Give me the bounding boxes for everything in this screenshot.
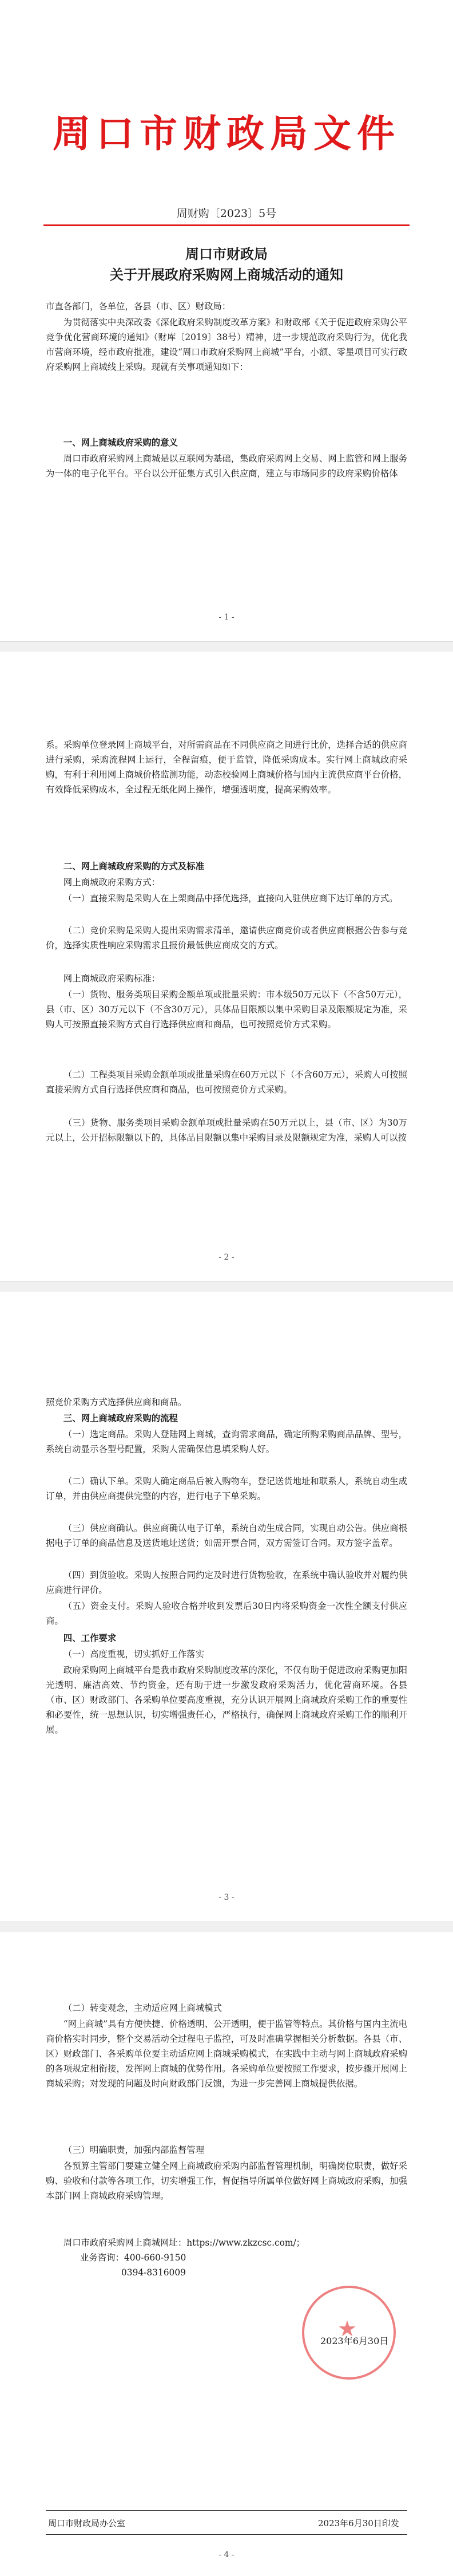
document-title-line2: 关于开展政府采购网上商城活动的通知 <box>110 266 343 283</box>
page-separator <box>0 641 453 653</box>
standard-goods-services: （一）货物、服务类项目采购金额单项或批量采购：市本级50万元以下（不含50万元），县（市、区）30万元以下（不含30万元），具体品目限额以集中采购目录及限额规定为准，采购人可按照直接采购方式自行选择供应商和商品，也可按照竞价方式采购。 <box>46 989 407 1029</box>
document-title-line1: 周口市财政局 <box>185 246 268 262</box>
footer-top-line <box>46 2510 407 2511</box>
document-number: 周财购〔2023〕5号 <box>176 207 277 220</box>
official-seal <box>302 2286 396 2380</box>
page-3 <box>0 1292 453 1922</box>
method-direct: （一）直接采购是采购人在上架商品中择优选择，直接向入驻供应商下达订单的方式。 <box>63 893 398 904</box>
contact-service-line: 业务咨询：400-660-9150 <box>80 2252 186 2263</box>
page-number: - 2 - <box>218 1253 235 1262</box>
page2-continued-paragraph: 系。采购单位登录网上商城平台，对所需商品在不同供应商之间进行比价，选择合适的供应商进行采购，采购流程网上运行，全程留痕，便于监管，降低采购成本。实行网上商城政府采购，有利于利用网上商城价格监测功能，动态校验网上商城价格与国内主流供应商平台价格，有效降低采购成本，全过程无纸化网上操作，增强透明度，提高采购效率。 <box>46 740 407 795</box>
intro-paragraph: 为贯彻落实中央深改委《深化政府采购制度改革方案》和财政部《关于促进政府采购公平竞争优化营商环境的通知》（财库〔2019〕38号）精神，进一步规范政府采购行为，优化我市营商环境，经市政府批准，建设“周口市政府采购网上商城”平台，小额、零星项目可实行政府采购网上商城线上采购。现就有关事项通知如下： <box>46 317 407 372</box>
section-heading-3: 三、网上商城政府采购的流程 <box>63 1413 178 1423</box>
header-red-line <box>43 224 410 226</box>
requirement-2-heading: （二）转变观念，主动适应网上商城模式 <box>63 2003 222 2013</box>
process-step-3: （三）供应商确认。供应商确认电子订单，系统自动生成合同，实现自动公告。供应商根据电子订单的商品信息及送货地址送货；如需开票合同，双方需签订合同。双方签字盖章。 <box>46 1523 407 1548</box>
requirement-1-heading: （一）高度重视，切实抓好工作落实 <box>63 1649 205 1659</box>
section-heading-1: 一、网上商城政府采购的意义 <box>63 437 178 448</box>
standard-threshold: （三）货物、服务类项目采购金额单项或批量采购在50万元以上，县（市、区）为30万元以上，公开招标限额以下的，具体品目限额以集中采购目录及限额规定为准，采购人可以按 <box>46 1118 407 1143</box>
signature-date: 2023年6月30日 <box>320 2336 389 2346</box>
section-1-paragraph: 周口市政府采购网上商城是以互联网为基础，集政府采购网上交易、网上监管和网上服务为一体的电子化平台。平台以公开征集方式引入供应商，建立与市场同步的政府采购价格体 <box>46 453 407 479</box>
page-number: - 3 - <box>218 1893 235 1902</box>
page-number: - 4 - <box>218 2550 235 2559</box>
page-4 <box>0 1932 453 2576</box>
salutation: 市直各部门，各单位，各县（市、区）财政局： <box>46 301 231 311</box>
requirement-3-paragraph: 各预算主管部门要建立健全网上商城政府采购内部监督管理机制，明确岗位职责，做好采购、验收和付款等各项工作，切实增强工作，督促指导所属单位做好网上商城政府采购，加强本部门网上商城政府采购管理。 <box>46 2161 407 2201</box>
process-step-5: （五）资金支付。采购人验收合格并收到发票后30日内将采购资金一次性全额支付供应商。 <box>46 1601 407 1626</box>
process-step-1: （一）选定商品。采购人登陆网上商城，查询需求商品，确定所购采购商品品牌、型号，系统自动显示各型号配置，采购人需确保信息填采购人好。 <box>46 1429 407 1454</box>
document-header-title: 周口市财政局文件 <box>53 111 400 156</box>
requirement-2-paragraph: “网上商城”具有方便快捷、价格透明、公开透明，便于监管等特点。其价格与国内主流电商价格实时同步，整个交易活动全过程电子监控，可及时准确掌握相关分析数据。各县（市、区）财政部门、各采购单位要主动适应网上商城采购模式，在实践中主动与网上商城政府采购的各项规定相衔接，发挥网上商城的优势作用。各采购单位要按照工作要求，按步骤开展网上商城采购；对发现的问题及时向财政部门反馈，为进一步完善网上商城提供依据。 <box>46 2019 407 2089</box>
page-2 <box>0 652 453 1281</box>
page-separator <box>0 1281 453 1293</box>
standard-intro: 网上商城政府采购标准： <box>63 973 161 984</box>
process-step-4: （四）到货验收。采购人按照合同约定及时进行货物验收，在系统中确认验收并对履约供应商进行评价。 <box>46 1570 407 1595</box>
requirement-1-paragraph: 政府采购网上商城平台是我市政府采购制度改革的深化，不仅有助于促进政府采购更加阳光透明、廉洁高效、节约资金，还有助于进一步激发政府采购活力，优化营商环境。各县（市、区）财政部门、各采购单位要高度重视，充分认识开展网上商城政府采购工作的重要性和必要性，统一思想认识，切实增强责任心，严格执行，确保网上商城政府采购工作的顺利开展。 <box>46 1665 407 1735</box>
footer-bottom-line <box>46 2534 407 2535</box>
requirement-3-heading: （三）明确职责，加强内部监督管理 <box>63 2145 205 2155</box>
process-step-2: （二）确认下单。采购人确定商品后被入购物车，登记送货地址和联系人，系统自动生成订单，并由供应商提供完整的内容，进行电子下单采购。 <box>46 1476 407 1501</box>
section-heading-2: 二、网上商城政府采购的方式及标准 <box>63 861 205 871</box>
contact-website: 周口市政府采购网上商城网址：https://www.zkzcsc.com/； <box>63 2238 305 2248</box>
contact-phone: 0394-8316009 <box>121 2267 186 2278</box>
footer-issuing-office: 周口市财政局办公室 <box>48 2518 126 2528</box>
seal-star-icon: ★ <box>337 2316 357 2341</box>
page3-continued-paragraph: 照竞价采购方式选择供应商和商品。 <box>46 1397 187 1407</box>
standard-engineering: （二）工程类项目采购金额单项或批量采购在60万元以下（不含60万元），采购人可按照直接采购方式自行选择供应商和商品，也可按照竞价方式采购。 <box>46 1070 407 1095</box>
section-heading-4: 四、工作要求 <box>63 1633 117 1643</box>
method-bidding: （二）竞价采购是采购人提出采购需求清单，邀请供应商竞价或者供应商根据公告参与竞价，选择实质性响应采购需求且报价最低供应商成交的方式。 <box>46 925 407 950</box>
footer-issue-date: 2023年6月30日印发 <box>318 2518 399 2528</box>
page-number: - 1 - <box>218 613 235 622</box>
method-intro: 网上商城政府采购方式： <box>63 877 161 887</box>
page-separator <box>0 1922 453 1933</box>
page-1 <box>0 0 453 641</box>
